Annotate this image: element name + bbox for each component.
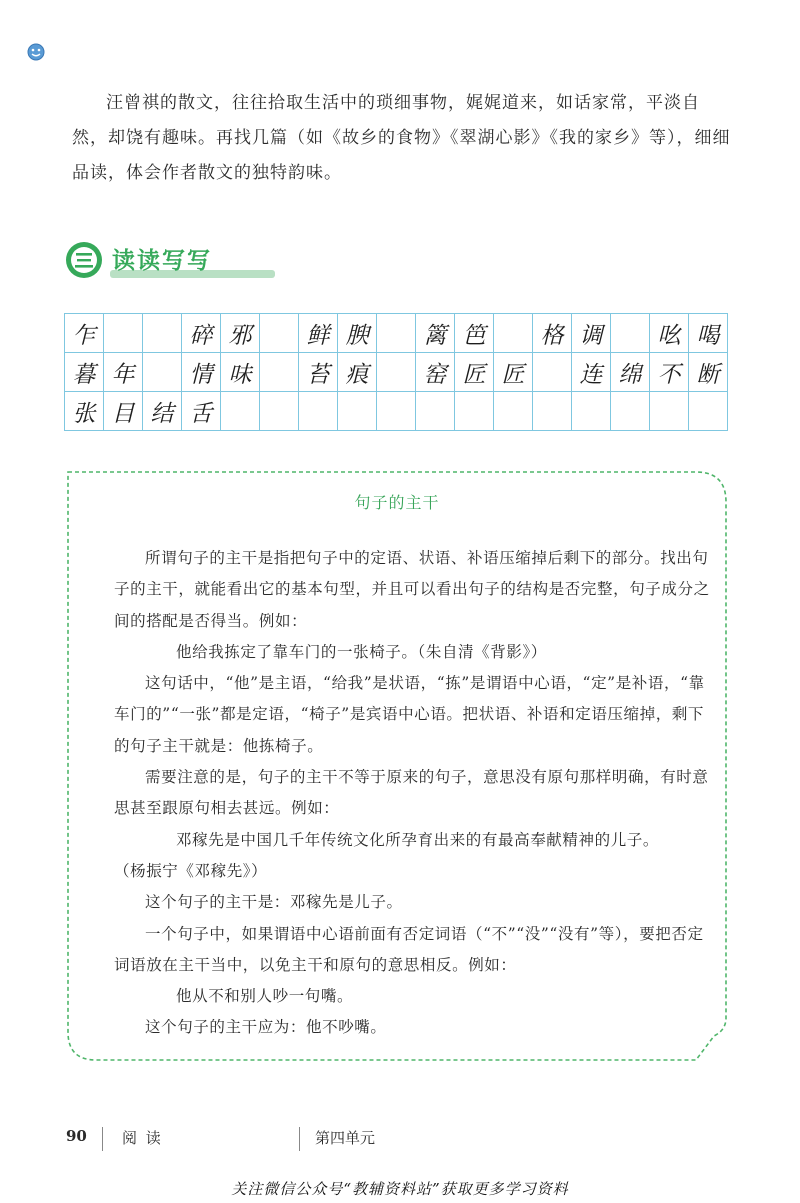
grid-cell: 情 [182, 353, 221, 392]
grid-cell [299, 392, 338, 431]
grid-cell: 苔 [299, 353, 338, 392]
three-lines-icon [64, 240, 104, 280]
grid-cell: 调 [572, 314, 611, 353]
box-title: 句子的主干 [354, 493, 440, 512]
grid-cell: 结 [143, 392, 182, 431]
page-footer [66, 1127, 466, 1151]
grid-cell [611, 314, 650, 353]
grid-cell: 笆 [455, 314, 494, 353]
grid-cell: 连 [572, 353, 611, 392]
grid-cell [260, 314, 299, 353]
grid-cell: 痕 [338, 353, 377, 392]
grid-cell [689, 392, 728, 431]
grid-cell: 不 [650, 353, 689, 392]
grid-cell: 篱 [416, 314, 455, 353]
grid-cell [416, 392, 455, 431]
word-grid [64, 313, 728, 431]
grid-cell [143, 314, 182, 353]
knowledge-box [66, 470, 728, 1060]
footer-divider [102, 1127, 103, 1151]
grid-cell [260, 392, 299, 431]
footer-section: 阅 读 [122, 1129, 163, 1147]
grid-cell: 邪 [221, 314, 260, 353]
citation: （杨振宁《邓稼先》） [114, 861, 268, 880]
body-paragraph: 需要注意的是，句子的主干不等于原来的句子，意思没有原句那样明确，有时意思甚至跟原句相去甚远。例如： [114, 768, 709, 818]
body-paragraph: 这个句子的主干应为：他不吵嘴。 [145, 1018, 387, 1037]
example-sentence: 他给我拣定了靠车门的一张椅子。（朱自清《背影》） [176, 642, 547, 661]
example-sentence: 他从不和别人吵一句嘴。 [176, 987, 354, 1006]
grid-cell: 鲜 [299, 314, 338, 353]
example-sentence: 邓稼先是中国几千年传统文化所孕育出来的有最高奉献精神的儿子。 [176, 830, 660, 849]
footer-unit: 第四单元 [315, 1129, 376, 1147]
intro-paragraph: 汪曾祺的散文，往往拾取生活中的琐细事物，娓娓道来，如话家常，平淡自然，却饶有趣味。再找几篇（如《故乡的食物》《翠湖心影》《我的家乡》等），细细品读，体会作者散文的独特韵味。 [72, 93, 731, 183]
grid-cell [377, 314, 416, 353]
grid-cell [650, 392, 689, 431]
grid-cell [377, 353, 416, 392]
grid-cell [533, 392, 572, 431]
grid-cell: 碎 [182, 314, 221, 353]
grid-cell: 舌 [182, 392, 221, 431]
footer-divider [299, 1127, 300, 1151]
body-paragraph: 一个句子中，如果谓语中心语前面有否定词语（“不”“没”“没有”等），要把否定词语放在主干当中，以免主干和原句的意思相反。例如： [114, 924, 704, 974]
grid-cell: 格 [533, 314, 572, 353]
grid-cell: 匠 [455, 353, 494, 392]
body-paragraph: 这个句子的主干是：邓稼先是儿子。 [145, 893, 403, 912]
grid-cell [104, 314, 143, 353]
grid-cell: 张 [65, 392, 104, 431]
box-body [114, 543, 714, 1044]
grid-cell: 目 [104, 392, 143, 431]
watermark-text: 关注微信公众号“教辅资料站”获取更多学习资料 [231, 1180, 569, 1198]
body-paragraph: 这句话中，“他”是主语，“给我”是状语，“拣”是谓语中心语，“定”是补语，“靠车门的”“一张”都是定语，“椅子”是宾语中心语。把状语、补语和定语压缩掉，剩下的句子主干就是：他拣椅子。 [114, 674, 705, 755]
grid-cell [533, 353, 572, 392]
body-paragraph: 所谓句子的主干是指把句子中的定语、状语、补语压缩掉后剩下的部分。找出句子的主干，就能看出它的基本句型，并且可以看出句子的结构是否完整，句子成分之间的搭配是否得当。例如： [114, 549, 710, 630]
grid-cell: 吆 [650, 314, 689, 353]
grid-cell [377, 392, 416, 431]
section-title: 读读写写 [112, 248, 212, 274]
grid-cell [572, 392, 611, 431]
smiley-icon [27, 43, 45, 61]
grid-cell: 乍 [65, 314, 104, 353]
grid-cell: 味 [221, 353, 260, 392]
grid-cell: 腴 [338, 314, 377, 353]
grid-cell [611, 392, 650, 431]
grid-cell: 窑 [416, 353, 455, 392]
grid-cell: 匠 [494, 353, 533, 392]
grid-cell [143, 353, 182, 392]
grid-cell: 暮 [65, 353, 104, 392]
grid-cell [260, 353, 299, 392]
grid-cell: 年 [104, 353, 143, 392]
grid-cell [494, 314, 533, 353]
grid-cell [221, 392, 260, 431]
grid-cell [494, 392, 533, 431]
grid-cell [338, 392, 377, 431]
grid-cell: 绵 [611, 353, 650, 392]
grid-cell: 断 [689, 353, 728, 392]
page-number: 90 [66, 1127, 87, 1145]
grid-cell [455, 392, 494, 431]
grid-cell: 喝 [689, 314, 728, 353]
section-heading [64, 240, 264, 280]
